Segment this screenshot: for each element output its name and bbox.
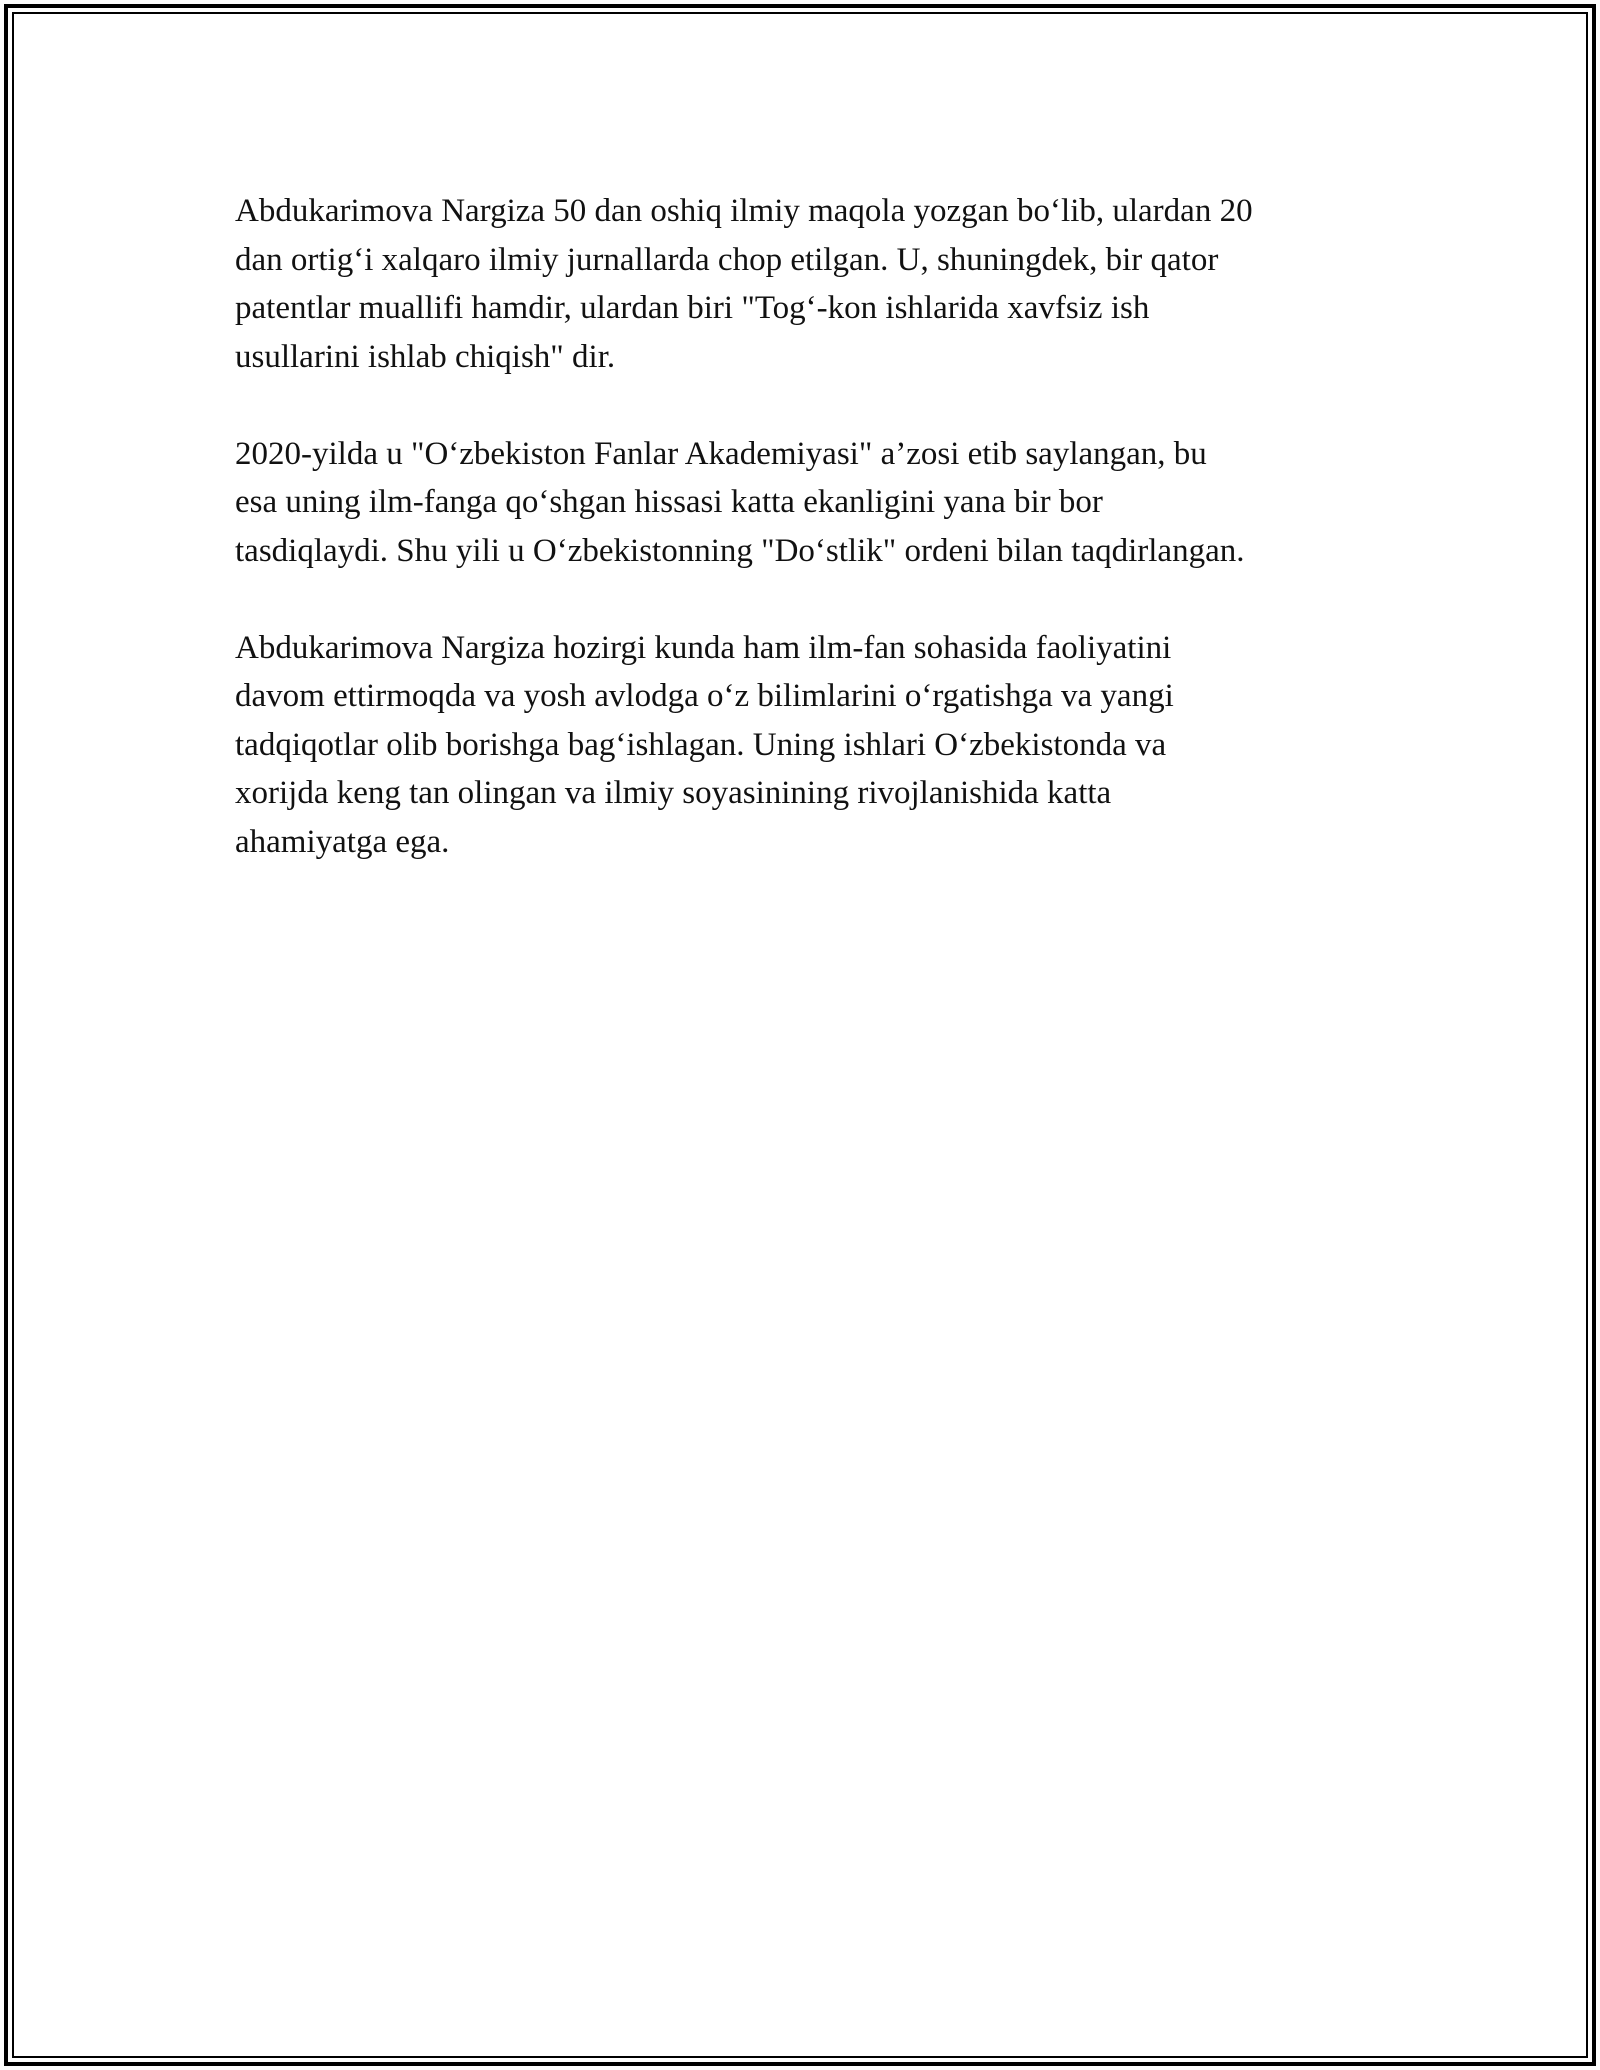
text-line: dan ortig‘i xalqaro ilmiy jurnallarda chop etilgan. U, shuningdek, bir qator (235, 241, 1219, 278)
text-line: tadqiqotlar olib borishga bag‘ishlagan. Uning ishlari O‘zbekistonda va (235, 726, 1167, 763)
paragraph-current-work (235, 624, 1385, 867)
text-line: davom ettirmoqda va yosh avlodga o‘z bilimlarini o‘rgatishga va yangi (235, 678, 1174, 714)
paragraph-academy (235, 430, 1385, 576)
paragraph-publications (235, 187, 1385, 381)
text-line: Abdukarimova Nargiza hozirgi kunda ham ilm-fan sohasida faoliyatini (235, 629, 1172, 666)
document-body (235, 187, 1385, 915)
text-line: usullarini ishlab chiqish" dir. (235, 338, 616, 375)
text-line: 2020-yilda u "O‘zbekiston Fanlar Akademiyasi" a’zosi etib saylangan, bu (235, 435, 1207, 472)
text-line: patentlar muallifi hamdir, ulardan biri "Tog‘-kon ishlarida xavfsiz ish (235, 290, 1150, 326)
text-line: tasdiqlaydi. Shu yili u O‘zbekistonning "Do‘stlik" ordeni bilan taqdirlangan. (235, 532, 1245, 569)
text-line: esa uning ilm-fanga qo‘shgan hissasi katta ekanligini yana bir bor (235, 484, 1103, 520)
text-line: xorijda keng tan olingan va ilmiy soyasinining rivojlanishida katta (235, 775, 1112, 811)
text-line: ahamiyatga ega. (235, 823, 450, 860)
text-line: Abdukarimova Nargiza 50 dan oshiq ilmiy maqola yozgan bo‘lib, ulardan 20 (235, 193, 1253, 229)
